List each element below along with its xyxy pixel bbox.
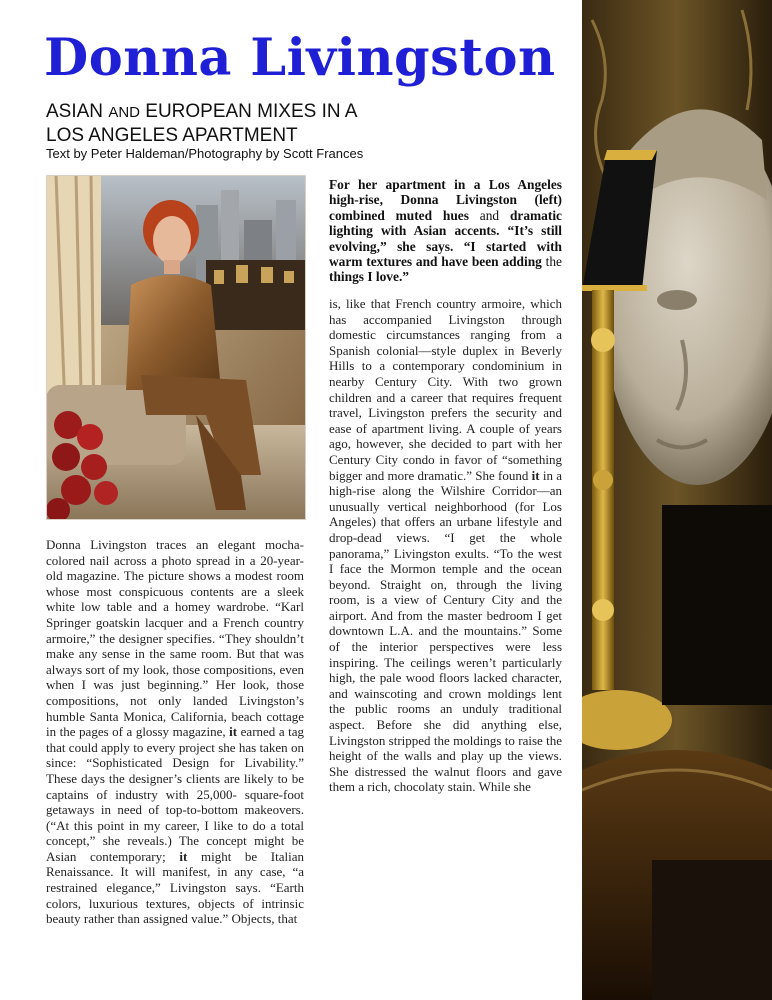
left-text-1: Donna Livingston traces an elegant mocha-colored nail across a photo spread in a 20-year-old magazine. The picture shows a modest room whose most conspicuous contents are a sleek white low table and a homey wardrobe. “Karl Springer goatskin lacquer and a French country armoire,” the designer specifies. “They shouldn’t make any sense in the same room. But that was always sort of my look, those compositions, even when I was just beginning.” Her look, those compositions, not only landed Livingston’s humble Santa Monica, California, beach cottage in the pages of a glossy magazine,	[46, 537, 304, 740]
intro-part-3: dramatic lighting with Asian accents. “It’s still evolving,” she says. “I started with warm textures and have been adding	[329, 207, 562, 270]
subtitle-line-1-rest: EUROPEAN MIXES IN A	[145, 101, 358, 122]
intro-part-5: things I love.”	[329, 269, 409, 285]
intro-part-1: For her apartment in a Los Angeles high-rise, Donna Livingston (left) combined muted hues	[329, 177, 562, 223]
portrait-photo	[46, 175, 306, 520]
intro-part-2: and	[479, 207, 500, 223]
right-text-2: in a high-rise along the Wilshire Corridor—an unusually vertical neighborhood (for Los Angeles) that offers an urbane lifestyle and drop-dead views. “I get the whole panorama,” Livingston exults. “To the west I face the Mormon temple and the ocean beyond. Straight on, through the living room, is a view of Century City and the airport. And from the master bedroom I get downtown L.A. and the mountains.” Some of the interior perspectives were less inspiring. The ceilings weren’t particularly high, the pale wood floors lacked character, and wainscoting and crown moldings lent the public rooms an unduly traditional aspect. Before she did anything else, Livingston stripped the moldings to raise the height of the walls and play up the views. She distressed the walnut floors and gave them a rich, chocolaty stain. While she	[329, 467, 563, 795]
article-title: Donna Livingston	[44, 28, 556, 88]
body-column-left	[46, 537, 304, 927]
subtitle-word-and: AND	[108, 104, 140, 121]
left-text-3: might be Italian Renaissance. It will manifest, in any case, “a restrained elegance,” Livingston says. “Earth colors, luxurious textures, objects of intrinsic beauty rather than assigned value.” Objects, that	[46, 848, 305, 927]
right-bold-1: it	[531, 467, 540, 483]
article-subtitle	[46, 100, 358, 147]
body-column-right	[329, 296, 562, 795]
right-text-1: is, like that French country armoire, which has accompanied Livingston through domestic circumstances ranging from a Spanish colonial—style duplex in Beverly Hills to a contemporary condominium in nearby Century City. With two grown children and a career that requires frequent travel, Livingston prefers the security and ease of apartment living. A couple of years ago, however, she decided to part with her Century City condo in favor of “something bigger and more dramatic.” She found	[329, 296, 562, 483]
article-intro	[329, 177, 562, 285]
subtitle-word-asian: ASIAN	[46, 101, 104, 122]
article-credit: Text by Peter Haldeman/Photography by Scott Frances	[46, 146, 364, 161]
intro-part-4: the	[545, 254, 562, 270]
left-bold-1: it	[229, 724, 238, 740]
left-text-2: earned a tag that could apply to every project she has taken on since: “Sophisticated Design for Livability.” These days the designer’s clients are likely to be captains of industry with 25,000- square-foot getaways in need of top-to-bottom makeovers. (“At this point in my career, I like to do a total concept,” she reveals.) The concept might be Asian contemporary;	[46, 724, 305, 864]
subtitle-line-2: LOS ANGELES APARTMENT	[46, 125, 298, 146]
left-bold-2: it	[179, 848, 188, 864]
interior-photo	[582, 0, 772, 1000]
